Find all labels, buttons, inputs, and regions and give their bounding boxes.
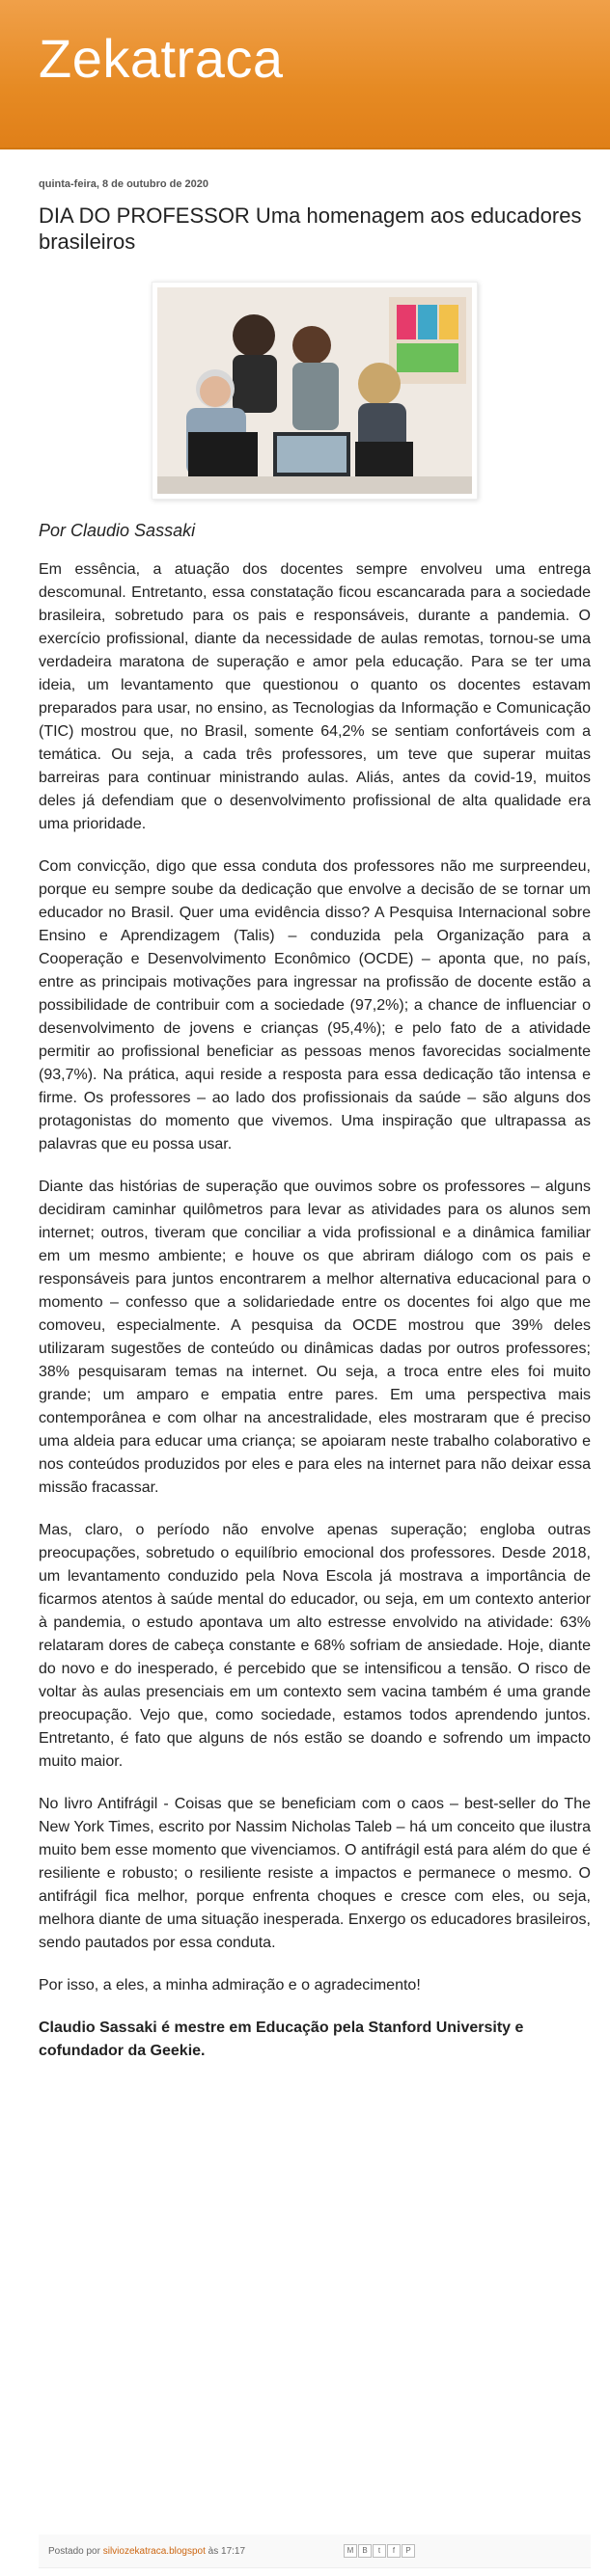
author-link[interactable]: silviozekatraca.blogspot <box>102 2546 206 2557</box>
paragraph-text: No livro Antifrágil - Coisas que se beneficiam com o caos – best-seller do The New York Times, escrito por Nassim Nicholas Taleb – há um conceito que ilustra muito bem esse momento que vivenciamos. O antifrágil está para além do que é resiliente e robusto; o resiliente resiste a impactos e permanece o mesmo. O antifrágil fica melhor, porque enfrenta choques e cresce com eles, ou seja, melhora diante de uma situação inesperada. Enxergo os educadores brasileiros, sendo pautados por essa conduta. <box>39 1796 591 1951</box>
blogthis-icon[interactable]: B <box>358 2544 372 2558</box>
paragraph-text: Em essência, a atuação dos docentes sempre envolveu uma entrega descomunal. Entretanto, essa constatação ficou escancarada para a sociedade brasileira, sobretudo para os pais e responsáveis, durante a pandemia. O exercício profissional, diante da necessidade de aulas remotas, tornou-se uma verdadeira maratona de superação e amor pela educação. Para se ter uma ideia, um levantamento que questionou o quanto os docentes estavam preparados para usar, no ensino, as Tecnologias da Informação e Comunicação (TIC) mostrou que, no Brasil, somente 64,2% se sentiam confortáveis com a temática. Ou seja, a cada três professores, um teve que superar muitas barreiras para continuar ministrando aulas. Aliás, antes da covid-19, muitos deles já defendiam que o desenvolvimento profissional de alta qualidade era uma prioridade. <box>39 561 591 832</box>
blog-header <box>0 0 610 149</box>
blog-title[interactable]: Zekatraca <box>39 28 284 89</box>
post-footer <box>39 2535 591 2568</box>
post-image[interactable] <box>152 282 478 500</box>
body-paragraph <box>39 1176 591 1500</box>
body-paragraph <box>39 558 591 836</box>
body-paragraph <box>39 1519 591 1774</box>
paragraph-text: Diante das histórias de superação que ouvimos sobre os professores – alguns decidiram caminhar quilômetros para levar as atividades para os alunos sem internet; outros, tiveram que conciliar a vida profissional e a dinâmica familiar em um mesmo ambiente; e houve os que abriram diálogo com os pais e responsáveis para juntos encontrarem a melhor alternativa educacional para o momento – confesso que a solidariedade entre os docentes foi algo que me comoveu, especialmente. A pesquisa da OCDE mostrou que 39% deles utilizaram sugestões de conteúdo ou dinâmicas dadas por outros professores; 38% pesquisaram temas na internet. Ou seja, a troca entre eles foi muito grande; um amparo e empatia entre pares. Em uma perspectiva mais contemporânea e com olhar na ancestralidade, eles mostraram que é preciso uma aldeia para educar uma criança; se apoiaram neste trabalho colaborativo e nos conteúdos produzidos por eles e para eles na internet para não deixar essa missão fracassar. <box>39 1179 591 1496</box>
post-time-link[interactable]: 17:17 <box>221 2546 246 2557</box>
at-label: às <box>208 2546 219 2557</box>
body-paragraph <box>39 1793 591 1955</box>
posted-by-label: Postado por <box>48 2546 100 2557</box>
body-paragraph <box>39 1974 591 1997</box>
pinterest-icon[interactable]: P <box>402 2544 415 2558</box>
post-meta <box>48 2546 245 2557</box>
facebook-icon[interactable]: f <box>387 2544 401 2558</box>
body-paragraph <box>39 855 591 1156</box>
post-date: quinta-feira, 8 de outubro de 2020 <box>39 178 209 190</box>
email-icon[interactable]: M <box>344 2544 357 2558</box>
teachers-photo <box>157 287 472 494</box>
byline: Por Claudio Sassaki <box>39 521 196 540</box>
share-buttons <box>344 2544 415 2558</box>
header-divider <box>0 148 610 149</box>
author-bio: Claudio Sassaki é mestre em Educação pela Stanford University e cofundador da Geekie. <box>39 2020 524 2059</box>
paragraph-text: Por isso, a eles, a minha admiração e o agradecimento! <box>39 1977 421 1993</box>
twitter-icon[interactable]: t <box>373 2544 386 2558</box>
paragraph-text: Mas, claro, o período não envolve apenas superação; engloba outras preocupações, sobretudo o equilíbrio emocional dos professores. Desde 2018, um levantamento conduzido pela Nova Escola já mostrava a importância de ficarmos atentos à saúde mental do educador, ou seja, em um contexto anterior à pandemia, o estudo apontava um alto estresse envolvido na atividade: 63% relataram dores de cabeça constante e 68% sofriam de ansiedade. Hoje, diante do novo e do inesperado, é percebido que se intensificou a tensão. O risco de voltar às aulas presenciais em um contexto sem vacina também é uma grande preocupação. Vejo que, como sociedade, estamos todos aprendendo juntos. Entretanto, é fato que alguns de nós estão se doando e sofrendo um impacto muito maior. <box>39 1522 591 1770</box>
post <box>39 178 591 2063</box>
post-title[interactable]: DIA DO PROFESSOR Uma homenagem aos educadores brasileiros <box>39 203 582 254</box>
paragraph-text: Com convicção, digo que essa conduta dos professores não me surpreendeu, porque eu sempre soube da dedicação que envolve a decisão de se tornar um educador no Brasil. Quer uma evidência disso? A Pesquisa Internacional sobre Ensino e Aprendizagem (Talis) – conduzida pela Organização para a Cooperação e Desenvolvimento Econômico (OCDE) – aponta que, no país, entre as principais motivações para ingressar na profissão de docente estão a possibilidade de contribuir com a sociedade (97,2%); a chance de influenciar o desenvolvimento de jovens e crianças (95,4%); e pelo fato de a atividade permitir ao profissional beneficiar as pessoas menos favorecidas socialmente (93,7%). Na prática, aqui reside a resposta para essa dedicação tão intensa e firme. Os professores – ao lado dos profissionais da saúde – são alguns dos protagonistas do momento que vivemos. Uma inspiração que ultrapassa as palavras que eu possa usar. <box>39 858 591 1152</box>
